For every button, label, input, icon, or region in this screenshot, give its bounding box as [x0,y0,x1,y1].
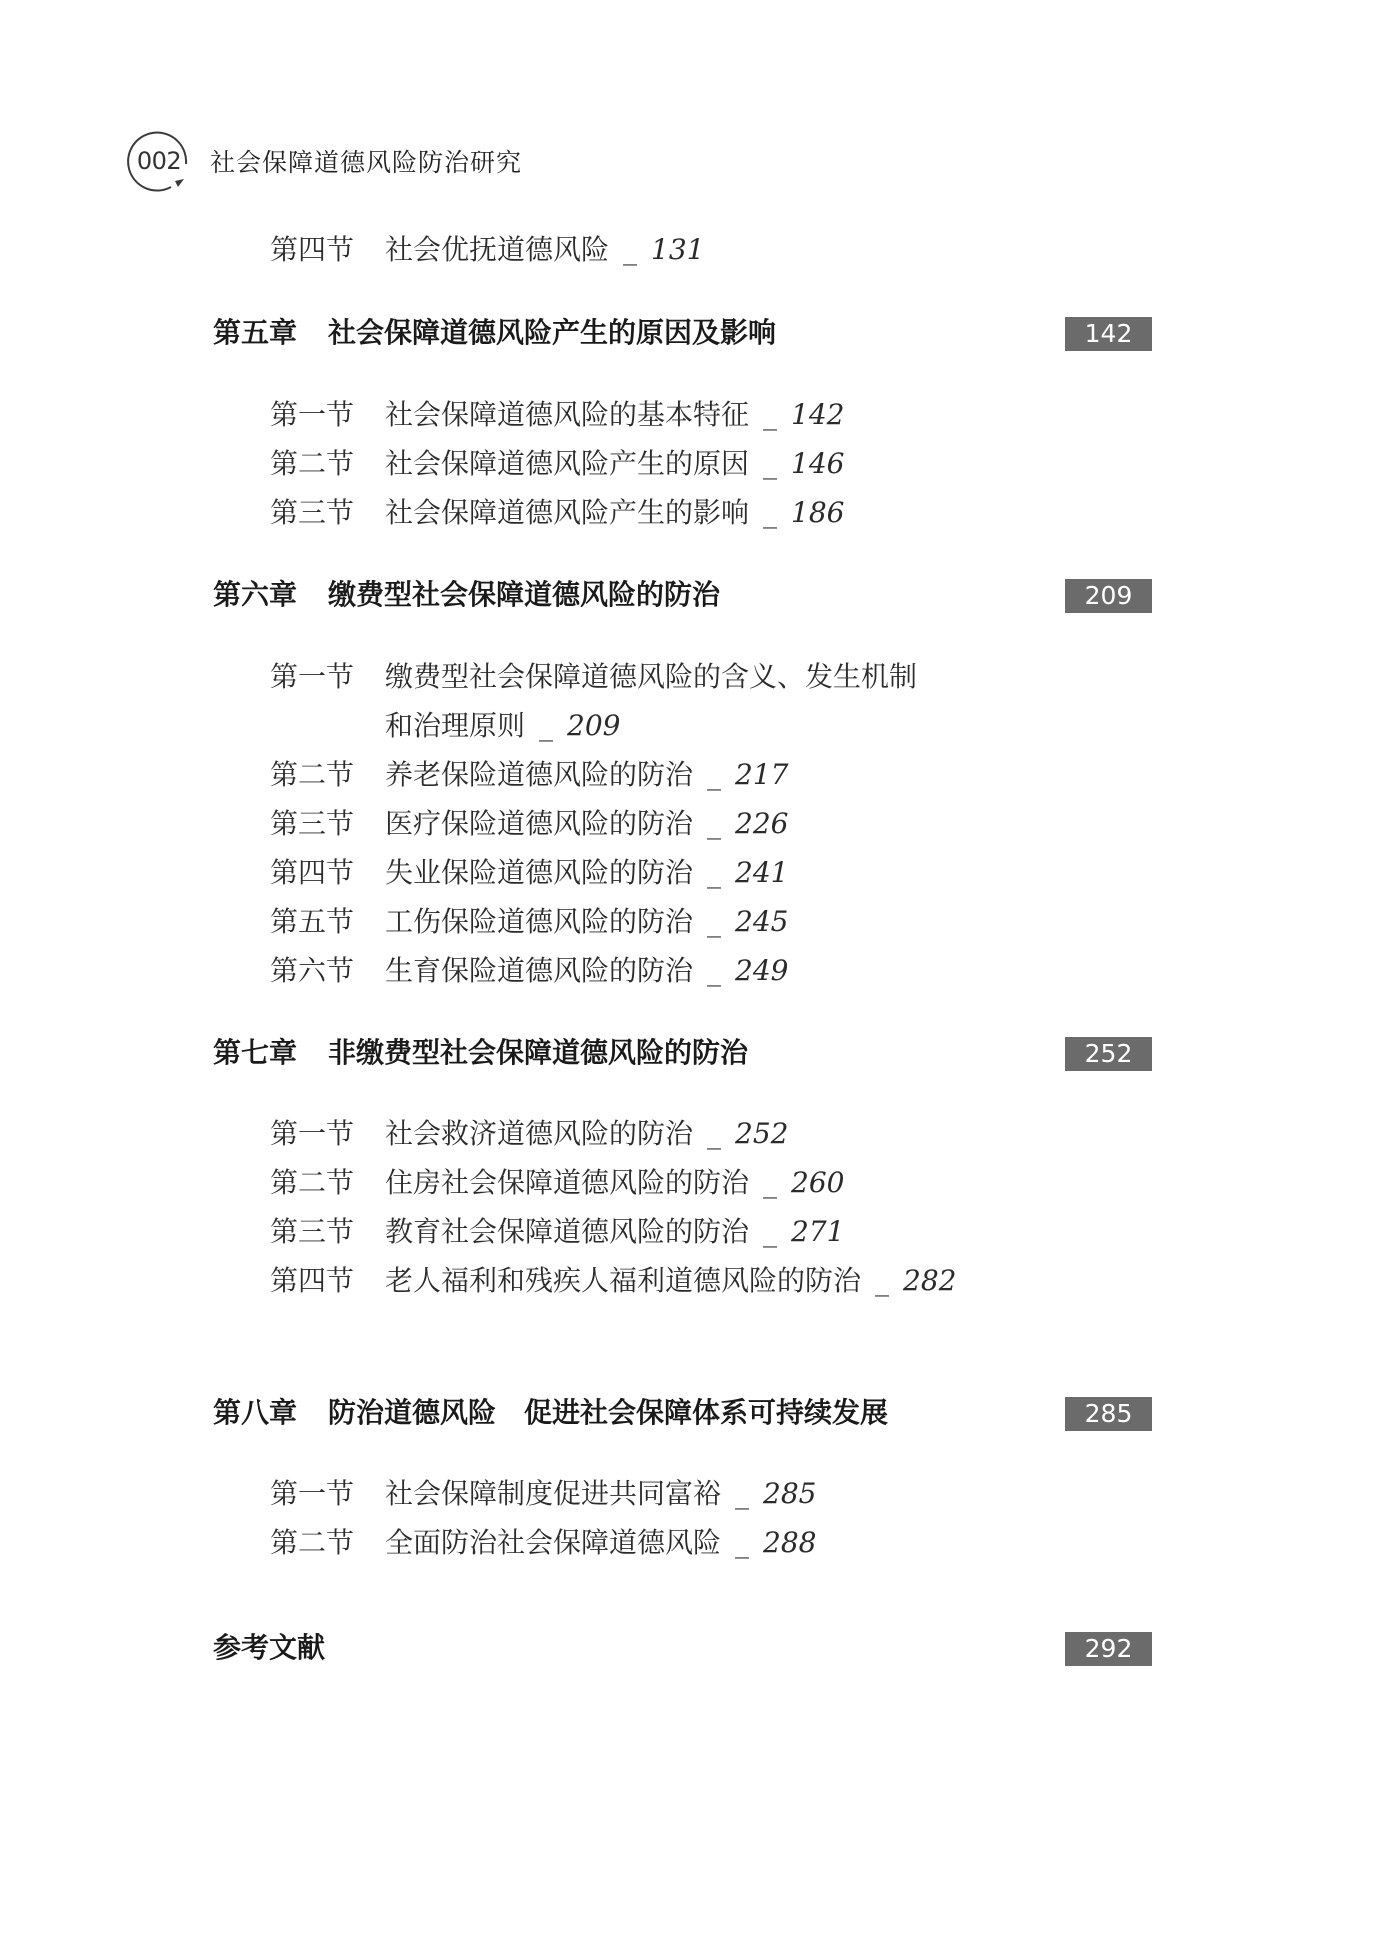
leader: _ [763,447,778,480]
section-page: 260 [791,1166,845,1199]
toc-section-entry[interactable] [270,1476,816,1512]
section-number: 第五节 [270,905,355,938]
toc-chapter-entry[interactable] [213,315,1153,351]
toc-chapter-entry[interactable] [213,1035,1153,1071]
chapter-number: 第五章 [213,316,298,349]
leader: _ [763,496,778,529]
section-page: 241 [735,856,789,889]
chapter-page-box: 209 [1065,579,1152,613]
toc-section-entry[interactable] [270,495,844,531]
section-page: 186 [791,496,845,529]
section-page: 131 [651,233,705,266]
section-page: 217 [735,758,789,791]
section-title: 生育保险道德风险的防治 [385,954,694,987]
section-title: 全面防治社会保障道德风险 [385,1526,722,1559]
section-number: 第二节 [270,1526,355,1559]
section-page: 142 [791,398,845,431]
chapter-title: 非缴费型社会保障道德风险的防治 [328,1036,749,1069]
chapter-title: 防治道德风险 促进社会保障体系可持续发展 [328,1396,889,1429]
leader: _ [875,1264,890,1297]
page-number-badge [126,128,192,194]
running-header [126,126,522,196]
section-number: 第一节 [270,398,355,431]
section-number: 第四节 [270,856,355,889]
section-title: 缴费型社会保障道德风险的含义、发生机制 [385,660,918,693]
section-page: 209 [567,709,621,742]
leader: _ [707,758,722,791]
section-number: 第三节 [270,1215,355,1248]
toc-chapter-entry[interactable] [213,577,1153,613]
toc-section-entry[interactable] [270,904,788,940]
toc-section-entry[interactable] [270,953,788,989]
section-page: 271 [791,1215,845,1248]
section-page: 288 [763,1526,817,1559]
page-number: 002 [136,147,182,175]
toc-section-entry[interactable] [270,659,917,695]
toc-section-entry-continuation[interactable] [385,708,620,744]
toc-references-entry[interactable] [213,1630,1153,1666]
section-title: 社会保障道德风险产生的影响 [385,496,750,529]
section-number: 第三节 [270,807,355,840]
toc-section-entry[interactable] [270,855,788,891]
toc-section-entry[interactable] [270,397,844,433]
section-page: 245 [735,905,789,938]
section-title: 医疗保险道德风险的防治 [385,807,694,840]
section-title: 社会优抚道德风险 [385,233,610,266]
chapter-title: 缴费型社会保障道德风险的防治 [328,578,721,611]
section-title-continued: 和治理原则 [385,709,526,742]
section-page: 226 [735,807,789,840]
toc-section-entry[interactable] [270,1525,816,1561]
toc-section-entry[interactable] [270,1165,844,1201]
chapter-number: 第六章 [213,578,298,611]
toc-section-entry[interactable] [270,446,844,482]
leader: _ [707,905,722,938]
leader: _ [539,709,554,742]
leader: _ [735,1477,750,1510]
chapter-number: 第七章 [213,1036,298,1069]
section-title: 社会保障制度促进共同富裕 [385,1477,722,1510]
section-number: 第一节 [270,1117,355,1150]
toc-section-entry[interactable] [270,232,704,268]
section-title: 养老保险道德风险的防治 [385,758,694,791]
chapter-title: 社会保障道德风险产生的原因及影响 [328,316,777,349]
section-number: 第二节 [270,447,355,480]
leader: _ [707,1117,722,1150]
chapter-page-box: 142 [1065,317,1152,351]
book-title: 社会保障道德风险防治研究 [210,148,523,177]
section-number: 第三节 [270,496,355,529]
chapter-number: 第八章 [213,1396,298,1429]
section-title: 社会保障道德风险产生的原因 [385,447,750,480]
chapter-page-box: 285 [1065,1397,1152,1431]
toc-section-entry[interactable] [270,1214,844,1250]
section-title: 社会保障道德风险的基本特征 [385,398,750,431]
section-number: 第一节 [270,660,355,693]
leader: _ [623,233,638,266]
leader: _ [763,1166,778,1199]
section-number: 第四节 [270,233,355,266]
leader: _ [707,856,722,889]
section-page: 252 [735,1117,789,1150]
section-number: 第一节 [270,1477,355,1510]
section-number: 第二节 [270,758,355,791]
chapter-page-box: 252 [1065,1037,1152,1071]
section-title: 老人福利和残疾人福利道德风险的防治 [385,1264,862,1297]
section-title: 工伤保险道德风险的防治 [385,905,694,938]
section-title: 教育社会保障道德风险的防治 [385,1215,750,1248]
leader: _ [707,807,722,840]
leader: _ [763,398,778,431]
section-title: 失业保险道德风险的防治 [385,856,694,889]
references-page-box: 292 [1065,1632,1152,1666]
toc-section-entry[interactable] [270,757,788,793]
toc-section-entry[interactable] [270,1116,788,1152]
leader: _ [735,1526,750,1559]
toc-chapter-entry[interactable] [213,1395,1153,1431]
section-page: 249 [735,954,789,987]
toc-section-entry[interactable] [270,806,788,842]
toc-section-entry[interactable] [270,1263,956,1299]
section-number: 第六节 [270,954,355,987]
section-page: 146 [791,447,845,480]
section-title: 社会救济道德风险的防治 [385,1117,694,1150]
section-page: 282 [903,1264,957,1297]
section-page: 285 [763,1477,817,1510]
section-number: 第二节 [270,1166,355,1199]
section-title: 住房社会保障道德风险的防治 [385,1166,750,1199]
references-title: 参考文献 [213,1631,326,1664]
leader: _ [763,1215,778,1248]
section-number: 第四节 [270,1264,355,1297]
leader: _ [707,954,722,987]
